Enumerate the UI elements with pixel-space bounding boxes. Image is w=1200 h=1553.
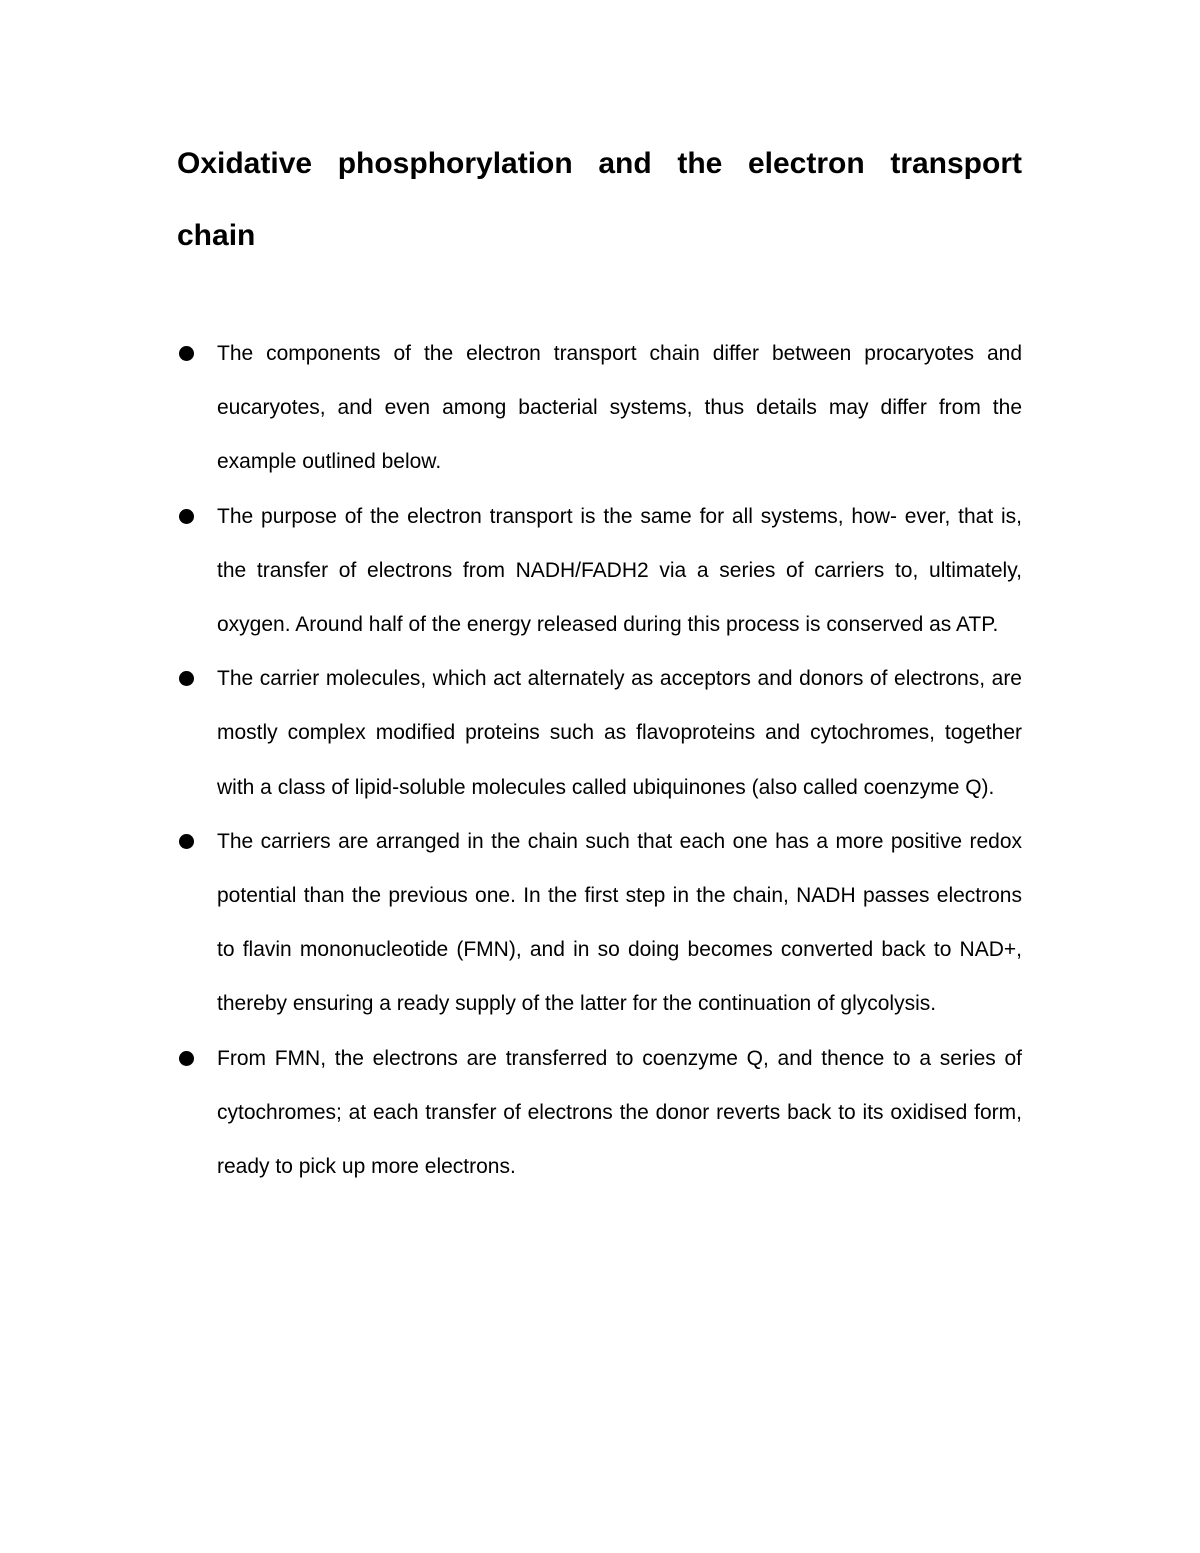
bullet-text: The components of the electron transport chain differ between procaryotes and eucaryotes, and even among bacterial systems, thus details may differ from the example outlined below. xyxy=(217,342,1022,474)
bullet-item-4 xyxy=(177,815,1022,1032)
bullet-dot-icon xyxy=(179,509,194,524)
bullet-text: From FMN, the electrons are transferred to coenzyme Q, and thence to a series of cytochromes; at each transfer of electrons the donor reverts back to its oxidised form, ready to pick up more electrons. xyxy=(217,1046,1022,1179)
bullet-text: The purpose of the electron transport is the same for all systems, how- ever, that is, the transfer of electrons from NADH/FADH2 via a series of carriers to, ultimately, oxygen. Around half of the energy released during this process is conserved as ATP. xyxy=(217,504,1022,637)
document-title: Oxidative phosphorylation and the electron transport chain xyxy=(177,147,1022,252)
bullet-list xyxy=(177,327,1022,1194)
bullet-dot-icon xyxy=(179,834,194,849)
bullet-item-3 xyxy=(177,652,1022,815)
bullet-dot-icon xyxy=(179,346,194,361)
bullet-item-1 xyxy=(177,327,1022,490)
bullet-dot-icon xyxy=(179,671,194,686)
bullet-item-5 xyxy=(177,1032,1022,1195)
bullet-item-2 xyxy=(177,490,1022,653)
bullet-dot-icon xyxy=(179,1051,194,1066)
bullet-text: The carrier molecules, which act alternately as acceptors and donors of electrons, are mostly complex modified proteins such as flavoproteins and cytochromes, together with a class of lipid-soluble molecules called ubiquinones (also called coenzyme Q). xyxy=(217,667,1022,799)
bullet-text: The carriers are arranged in the chain such that each one has a more positive redox potential than the previous one. In the first step in the chain, NADH passes electrons to flavin mononucleotide (FMN), and in so doing becomes converted back to NAD+, thereby ensuring a ready supply of the latter for the continuation of glycolysis. xyxy=(217,829,1022,1016)
